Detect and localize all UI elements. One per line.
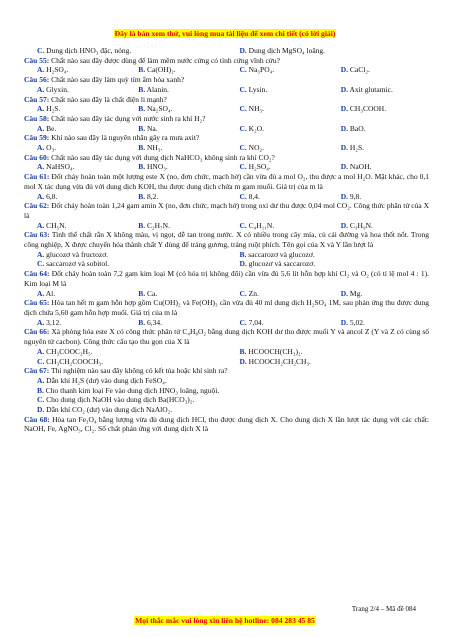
answer-option [24,318,125,328]
option-text: Alanin. [146,84,169,94]
option-label: D. [340,65,349,75]
answer-option [24,85,125,95]
question-text: Tinh thể chất rắn X không màu, vị ngọt, dễ tan trong nước. X có nhiều trong cây mía, củ cải đường và hoa thốt nốt. Trong công nghiệp, X được chuyển hóa thành chất Y dùng để tráng gương, tráng ruột phích. Tên gọi của X và Y lần lượt là [24,230,429,250]
option-text: BaO. [349,123,366,133]
option-label: C. [239,84,247,94]
option-text: Mg. [349,288,363,298]
option-text: O₃. [46,143,57,153]
top-banner-text: Đây là bản xem thử, vui lòng mua tài liệu để xem chi tiết (có lời giải) [114,29,336,38]
question-number: Câu 61: [24,172,50,182]
option-text: 9,8. [349,191,362,201]
question-text: Khí nào sau đây là nguyên nhân gây ra mưa axit? [51,133,200,143]
question-block [24,75,429,94]
option-text: H₂S. [349,143,364,153]
answer-option [24,289,125,299]
answer-option [125,318,226,328]
answer-option [24,405,429,415]
question-block [24,153,429,172]
options-row [24,124,429,134]
answer-option [328,318,429,328]
option-label: B. [138,84,146,94]
question-block [24,46,429,56]
answer-option [24,162,125,172]
option-text: Zn. [248,288,259,298]
question-block [24,133,429,152]
answer-option [24,104,125,114]
options-row [24,143,429,153]
option-label: A. [37,123,45,133]
answer-option [24,46,227,56]
question-stem [24,114,429,124]
question-number: Câu 56: [24,75,50,85]
question-block [24,327,429,366]
option-text: Cho dung dịch NaOH vào dung dịch Ba(HCO₃)₂. [46,395,195,405]
question-text: Chất nào sau đây là chất điện li mạnh? [51,94,167,104]
question-number: Câu 65: [24,298,50,308]
answer-option [328,143,429,153]
option-label: A. [37,143,45,153]
option-text: saccarozơ và sobitol. [46,259,110,269]
question-block [24,95,429,114]
answer-option [328,85,429,95]
option-label: B. [37,385,44,395]
page-number: Trang 2/4 – Mã đề 084 [351,605,416,613]
option-label: C. [239,191,247,201]
question-list [24,46,429,434]
question-block [24,415,429,434]
option-label: C. [239,220,247,230]
question-number: Câu 67: [24,366,50,376]
option-text: HCOOCH(CH₃)₂. [248,346,303,356]
answer-option [24,250,227,260]
option-text: Axit glutamic. [349,84,393,94]
answer-option [125,143,226,153]
question-stem [24,415,429,434]
option-text: Cho thanh kim loại Fe vào dung dịch HNO₃ loãng, nguội. [45,385,220,395]
answer-option [328,192,429,202]
answer-option [24,395,429,405]
options-row [24,192,429,202]
option-text: Dẫn khí CO₂ (dư) vào dung dịch NaAlO₂. [46,405,173,415]
question-number: Câu 62: [24,201,50,211]
option-label: B. [138,162,146,172]
option-text: NaOH. [349,162,372,172]
answer-option [227,221,328,231]
answer-option [24,143,125,153]
option-text: Lysin. [248,84,268,94]
option-text: 8,2. [147,191,159,201]
question-stem [24,75,429,85]
option-text: HCOOCH₂CH₂CH₃. [248,356,311,366]
question-text: Xà phòng hóa este X có công thức phân tử C₄H₈O₂ bằng dung dịch KOH dư thu được muối Y và ancol Z (Y và Z có cùng số nguyên tử cacbon). Công thức cấu tạo thu gọn của X là [24,327,429,347]
options-row [24,318,429,328]
option-label: D. [340,84,349,94]
question-number: Câu 58: [24,113,50,123]
question-text: Hòa tan Fe₃O₄ bằng lượng vừa đủ dung dịch HCl, thu được dung dịch X. Cho dung dịch X lần lượt tác dụng với các chất: NaOH, Fe, AgNO₃, Cl₂. Số chất phản ứng với dung dịch X là [24,414,430,434]
option-text: Be. [46,123,57,133]
option-label: C. [37,259,45,269]
option-text: 6,8. [46,191,58,201]
option-label: A. [37,104,45,114]
answer-option [227,162,328,172]
option-text: Na. [147,123,158,133]
option-text: glucozơ và fructozơ. [46,249,109,259]
option-text: Na₂SO₄. [147,104,173,114]
question-stem [24,298,429,317]
question-number: Câu 68: [24,414,50,424]
option-label: A. [37,346,45,356]
question-text: Đốt cháy hoàn toàn 7,2 gam kim loại M (có hóa trị không đổi) cần vừa đủ 5,6 lít hỗn hợp khí Cl₂ và O₂ (có tỉ lệ mol 4 : 1). Kim loại M là [24,269,429,288]
question-block [24,366,429,415]
answer-option [328,162,429,172]
question-block [24,56,429,75]
answer-option [227,347,430,357]
question-number: Câu 59: [24,133,50,143]
question-text: Đốt cháy hoàn toàn một lượng este X (no, đơn chức, mạch hở) cần vừa đủ a mol O₂, thu được a mol H₂O. Mặt khác, cho 0,1 mol X tác dụng vừa đủ với dung dịch KOH, thu được dung dịch chứa m gam muối. Giá trị của m là [24,172,430,191]
option-label: C. [239,317,247,327]
options-row [24,162,429,172]
option-text: 7,04. [248,317,264,327]
answer-option [24,124,125,134]
option-label: A. [37,249,45,259]
option-text: NaHSO₄. [46,162,75,172]
option-label: C. [239,65,247,75]
question-number: Câu 63: [24,230,50,240]
option-text: CH₃CH₂COOCH₃. [46,356,103,366]
question-block [24,114,429,133]
option-text: Ca(OH)₂. [147,65,176,75]
answer-option [125,192,226,202]
option-label: D. [340,123,349,133]
top-preview-banner [0,29,450,38]
option-text: Dung dịch MgSO₄ loãng. [248,46,326,55]
option-label: B. [138,65,146,75]
option-label: A. [37,220,45,230]
question-stem [24,153,429,163]
option-text: H₂S. [46,104,61,114]
option-label: C. [239,143,247,153]
answer-option [227,250,430,260]
option-label: C. [239,104,247,114]
answer-option [328,104,429,114]
option-text: CH₃COOC₂H₅. [46,346,93,356]
option-label: C. [239,288,247,298]
options-row [24,250,429,269]
option-label: D. [340,104,349,114]
answer-option [125,65,226,75]
options-row [24,85,429,95]
option-text: NO₂. [248,143,264,153]
option-label: C. [37,46,45,55]
option-text: Dẫn khí H₂S (dư) vào dung dịch FeSO₄. [46,375,167,385]
option-text: CH₃COOH. [349,104,387,114]
answer-option [24,259,227,269]
question-block [24,172,429,201]
answer-option [227,85,328,95]
options-row [24,65,429,75]
question-stem [24,95,429,105]
answer-option [328,289,429,299]
answer-option [125,124,226,134]
answer-option [24,386,429,396]
option-text: H₂SO₄. [248,162,271,172]
question-text: Chất nào sau đây tác dụng với nước sinh ra khí H₂? [51,113,206,123]
option-label: A. [37,84,45,94]
option-label: B. [138,123,146,133]
option-text: Na₃PO₄. [248,65,275,75]
question-text: Thí nghiệm nào sau đây không có kết tủa hoặc khí sinh ra? [50,366,228,376]
answer-option [328,65,429,75]
option-label: C. [37,356,45,366]
option-label: D. [340,220,349,230]
option-text: Al. [45,288,56,298]
option-label: B. [138,143,146,153]
answer-option [227,357,430,367]
option-text: Glyxin. [46,84,69,94]
option-text: saccarozơ và glucozơ. [248,249,315,259]
option-text: NH₃. [248,104,264,114]
question-stem [24,201,429,220]
option-text: glucozơ và saccarozơ. [248,259,316,269]
option-text: CaCl₂. [349,65,370,75]
option-text: NH₃. [147,143,163,153]
question-stem [24,230,429,249]
question-text: Chất nào sau đây làm quỳ tím ẩm hóa xanh? [51,75,185,85]
bottom-banner-text: Mọi thắc mắc vui lòng xin liên hệ hotline: 084 283 45 85 [135,616,315,625]
option-label: D. [239,356,247,366]
option-label: D. [340,288,349,298]
option-label: A. [37,162,45,172]
bottom-hotline-banner [0,616,450,625]
options-row [24,46,429,56]
option-label: D. [340,162,349,172]
answer-option [227,124,328,134]
option-label: D. [340,191,349,201]
question-block [24,230,429,269]
answer-option [24,347,227,357]
answer-option [227,192,328,202]
option-text: K₂O. [248,123,264,133]
option-label: D. [340,143,349,153]
question-text: Chất nào sau đây được dùng để làm mềm nước cứng có tính cứng vĩnh cửu? [51,55,280,65]
option-label: B. [239,346,247,356]
options-row [24,347,429,366]
option-label: C. [239,162,247,172]
options-row [24,221,429,231]
option-label: D. [37,405,45,415]
option-label: C. [37,395,45,405]
option-label: B. [138,104,146,114]
question-number: Câu 60: [24,152,50,162]
question-stem [24,56,429,66]
question-block [24,298,429,327]
answer-option [227,259,430,269]
option-label: A. [37,65,45,75]
question-text: Chất nào sau đây tác dụng với dung dịch NaHCO₃ không sinh ra khí CO₂? [51,152,275,162]
option-label: D. [239,259,247,269]
answer-option [24,357,227,367]
question-number: Câu 66: [24,327,50,337]
answer-option [24,376,429,386]
question-number: Câu 64: [24,269,50,279]
option-label: C. [239,123,247,133]
question-number: Câu 57: [24,94,50,104]
answer-option [328,124,429,134]
option-text: 6,34. [147,317,163,327]
option-text: H₂SO₄. [46,65,69,75]
option-text: C₂H₇N. [147,220,170,230]
option-label: A. [37,375,45,385]
option-text: Ca. [147,288,158,298]
option-label: D. [239,46,247,55]
question-text: Hòa tan hết m gam hỗn hợp gồm Cu(OH)₂ và Fe(OH)₃ cần vừa đủ 40 ml dung dịch H₂SO₄ 1M, sau phản ứng thu được dung dịch chứa 5,60 gam hỗn hợp muối. Giá trị của m là [24,298,429,317]
option-text: Dung dịch HNO₃ đặc, nóng. [46,46,132,55]
question-stem [24,172,429,191]
answer-option [125,104,226,114]
option-text: CH₅N. [46,220,67,230]
option-label: A. [37,191,45,201]
options-row [24,289,429,299]
answer-option [328,221,429,231]
question-stem [24,327,429,346]
answer-option [227,318,328,328]
answer-option [24,221,125,231]
option-text: 8,4. [248,191,260,201]
option-label: B. [239,249,247,259]
answer-option [125,85,226,95]
option-text: 3,12. [46,317,62,327]
option-text: C₄H₁₁N. [248,220,275,230]
answer-option [24,65,125,75]
question-stem [24,366,429,376]
question-block [24,201,429,230]
question-number: Câu 55: [24,55,50,65]
option-text: 5,02. [349,317,365,327]
option-text: C₃H₉N. [349,220,373,230]
answer-option [24,192,125,202]
answer-option [125,289,226,299]
option-label: B. [138,317,146,327]
answer-option [227,104,328,114]
options-row [24,104,429,114]
answer-option [125,162,226,172]
option-label: A. [37,288,45,298]
option-label: B. [138,220,146,230]
option-label: A. [37,317,45,327]
answer-option [227,143,328,153]
question-stem [24,133,429,143]
options-row [24,376,429,415]
option-label: B. [138,191,146,201]
question-stem [24,269,429,288]
option-label: D. [340,317,349,327]
question-text: Đốt cháy hoàn toàn 1,24 gam amin X (no, đơn chức, mạch hở) trong oxi dư thu được 0,04 mol CO₂. Công thức phân tử của X là [24,201,429,220]
answer-option [125,221,226,231]
option-text: HNO₃. [147,162,168,172]
answer-option [227,289,328,299]
answer-option [227,65,328,75]
answer-option [227,46,430,56]
option-label: B. [138,288,146,298]
question-block [24,269,429,298]
